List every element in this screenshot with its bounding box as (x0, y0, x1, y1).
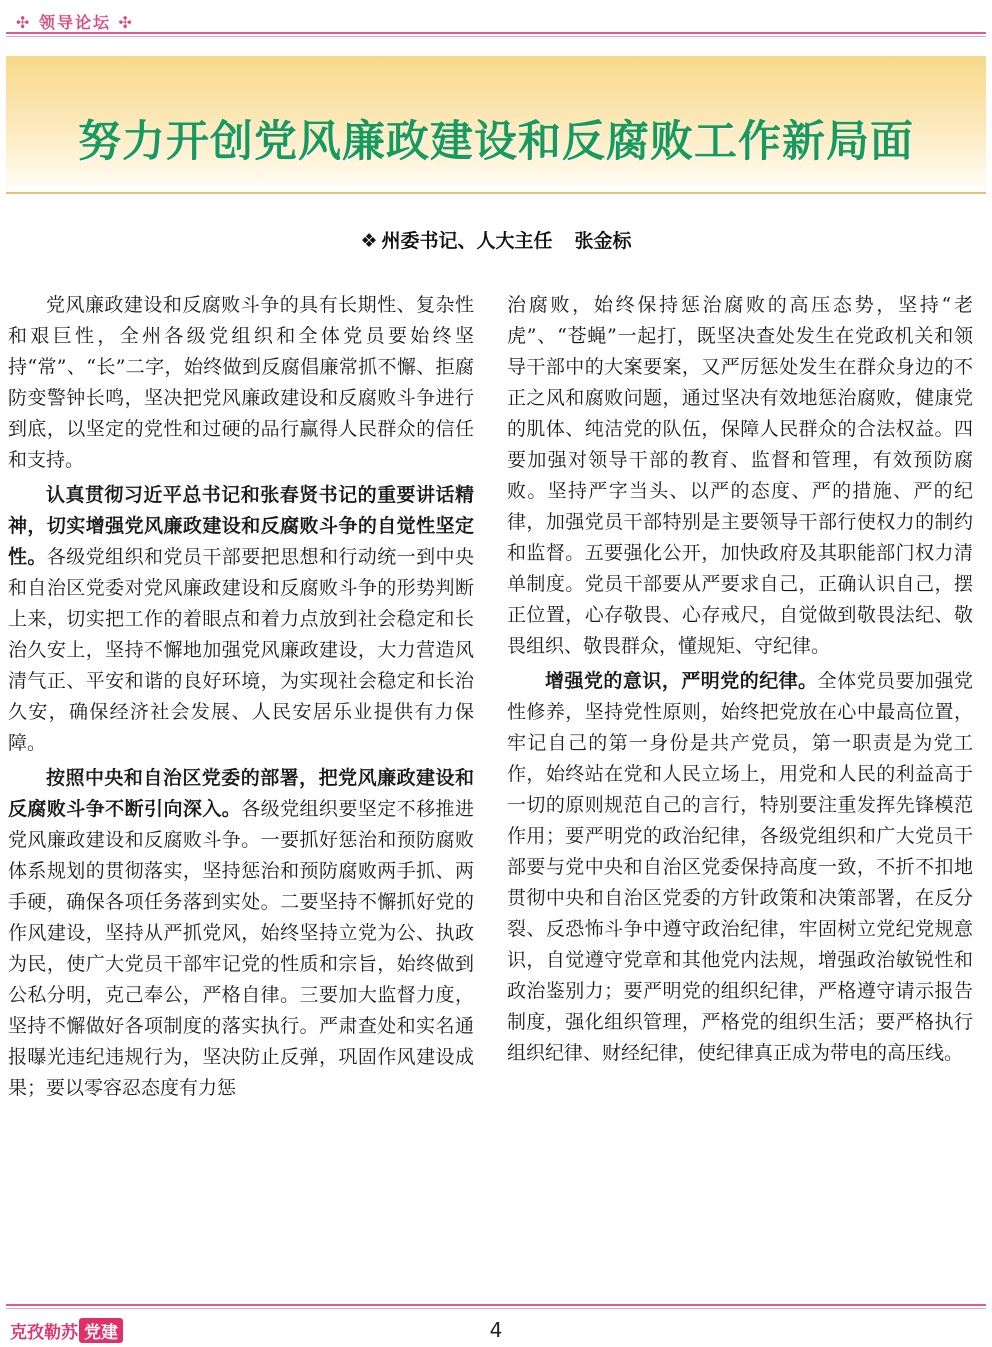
paragraph-heading: 按照中央和自治区党委的部署，把党风廉政建设和反腐败斗争不断引向深入。 (8, 767, 474, 820)
brand-text: 克孜勒苏 (10, 1323, 78, 1343)
article-title: 努力开创党风廉政建设和反腐败工作新局面 (78, 117, 914, 167)
left-column (8, 290, 474, 1108)
header-band (6, 6, 986, 32)
paragraph-heading: 认真贯彻习近平总书记和张春贤书记的重要讲话精神，切实增强党风廉政建设和反腐败斗争的自觉性坚定性。 (8, 484, 474, 568)
paragraph: 党风廉政建设和反腐败斗争的具有长期性、复杂性和艰巨性，全州各级党组织和全体党员要始终坚持“常”、“长”二字，始终做到反腐倡廉常抓不懈、拒腐防变警钟长鸣，坚决把党风廉政建设和反腐败斗争进行到底，以坚定的党性和过硬的品行赢得人民群众的信任和支持。 (8, 294, 474, 471)
brand-badge: 党建 (79, 1318, 123, 1343)
paragraph-body: 各级党组织要坚定不移推进党风廉政建设和反腐败斗争。一要抓好惩治和预防腐败体系规划的贯彻落实，坚持惩治和预防腐败两手抓、两手硬，确保各项任务落到实处。二要坚持不懈抓好党的作风建设，坚持从严抓党风，始终坚持立党为公、执政为民，使广大党员干部牢记党的性质和宗旨，始终做到公私分明，克己奉公，严格自律。三要加大监督力度，坚持不懈做好各项制度的落实执行。严肃查处和实名通报曝光违纪违规行为，坚决防止反弹，巩固作风建设成果；要以零容忍态度有力惩 (8, 798, 474, 1099)
paragraph (8, 763, 474, 1104)
page-number: 4 (489, 1318, 503, 1342)
footer-divider (6, 1304, 986, 1306)
header-divider-thin (6, 36, 986, 37)
diamond-icon: ❖ (360, 230, 378, 252)
right-column (507, 290, 973, 1073)
footer-divider-thin (6, 1308, 986, 1309)
author-role: 州委书记、人大主任 (381, 230, 553, 252)
title-divider (6, 192, 986, 194)
byline (0, 226, 992, 253)
paragraph (8, 480, 474, 759)
header-divider (6, 32, 986, 34)
paragraph-heading: 增强党的意识，严明党的纪律。 (545, 670, 818, 692)
section-label: ✣ 领导论坛 ✣ (16, 13, 134, 32)
paragraph-body: 全体党员要加强党性修养，坚持党性原则，始终把党放在心中最高位置，牢记自己的第一身份是共产党员，第一职责是为党工作，始终站在党和人民立场上，用党和人民的利益高于一切的原则规范自己的言行，特别要注重发挥先锋模范作用；要严明党的政治纪律，各级党组织和广大党员干部要与党中央和自治区党委保持高度一致，不折不扣地贯彻中央和自治区党委的方针政策和决策部署，在反分裂、反恐怖斗争中遵守政治纪律，牢固树立党纪党规意识，自觉遵守党章和其他党内法规，增强政治敏锐性和政治鉴别力；要严明党的组织纪律，严格遵守请示报告制度，强化组织管理，严格党的组织生活；要严格执行组织纪律、财经纪律，使纪律真正成为带电的高压线。 (507, 670, 973, 1064)
paragraph-body: 各级党组织和党员干部要把思想和行动统一到中央和自治区党委对党风廉政建设和反腐败斗争的形势判断上来，切实把工作的着眼点和着力点放到社会稳定和长治久安上，坚持不懈地加强党风廉政建设，大力营造风清气正、平安和谐的良好环境，为实现社会稳定和长治久安，确保经济社会发展、人民安居乐业提供有力保障。 (8, 546, 474, 754)
paragraph (507, 666, 973, 1069)
paragraph: 治腐败，始终保持惩治腐败的高压态势，坚持“老虎”、“苍蝇”一起打，既坚决查处发生在党政机关和领导干部中的大案要案，又严厉惩处发生在群众身边的不正之风和腐败问题，通过坚决有效地惩治腐败，健康党的肌体、纯洁党的队伍，保障人民群众的合法权益。四要加强对领导干部的教育、监督和管理，有效预防腐败。坚持严字当头、以严的态度、严的措施、严的纪律，加强党员干部特别是主要领导干部行使权力的制约和监督。五要强化公开，加快政府及其职能部门权力清单制度。党员干部要从严要求自己，正确认识自己，摆正位置，心存敬畏、心存戒尺，自觉做到敬畏法纪、敬畏组织、敬畏群众，懂规矩、守纪律。 (507, 294, 973, 657)
author-name: 张金标 (574, 230, 632, 252)
